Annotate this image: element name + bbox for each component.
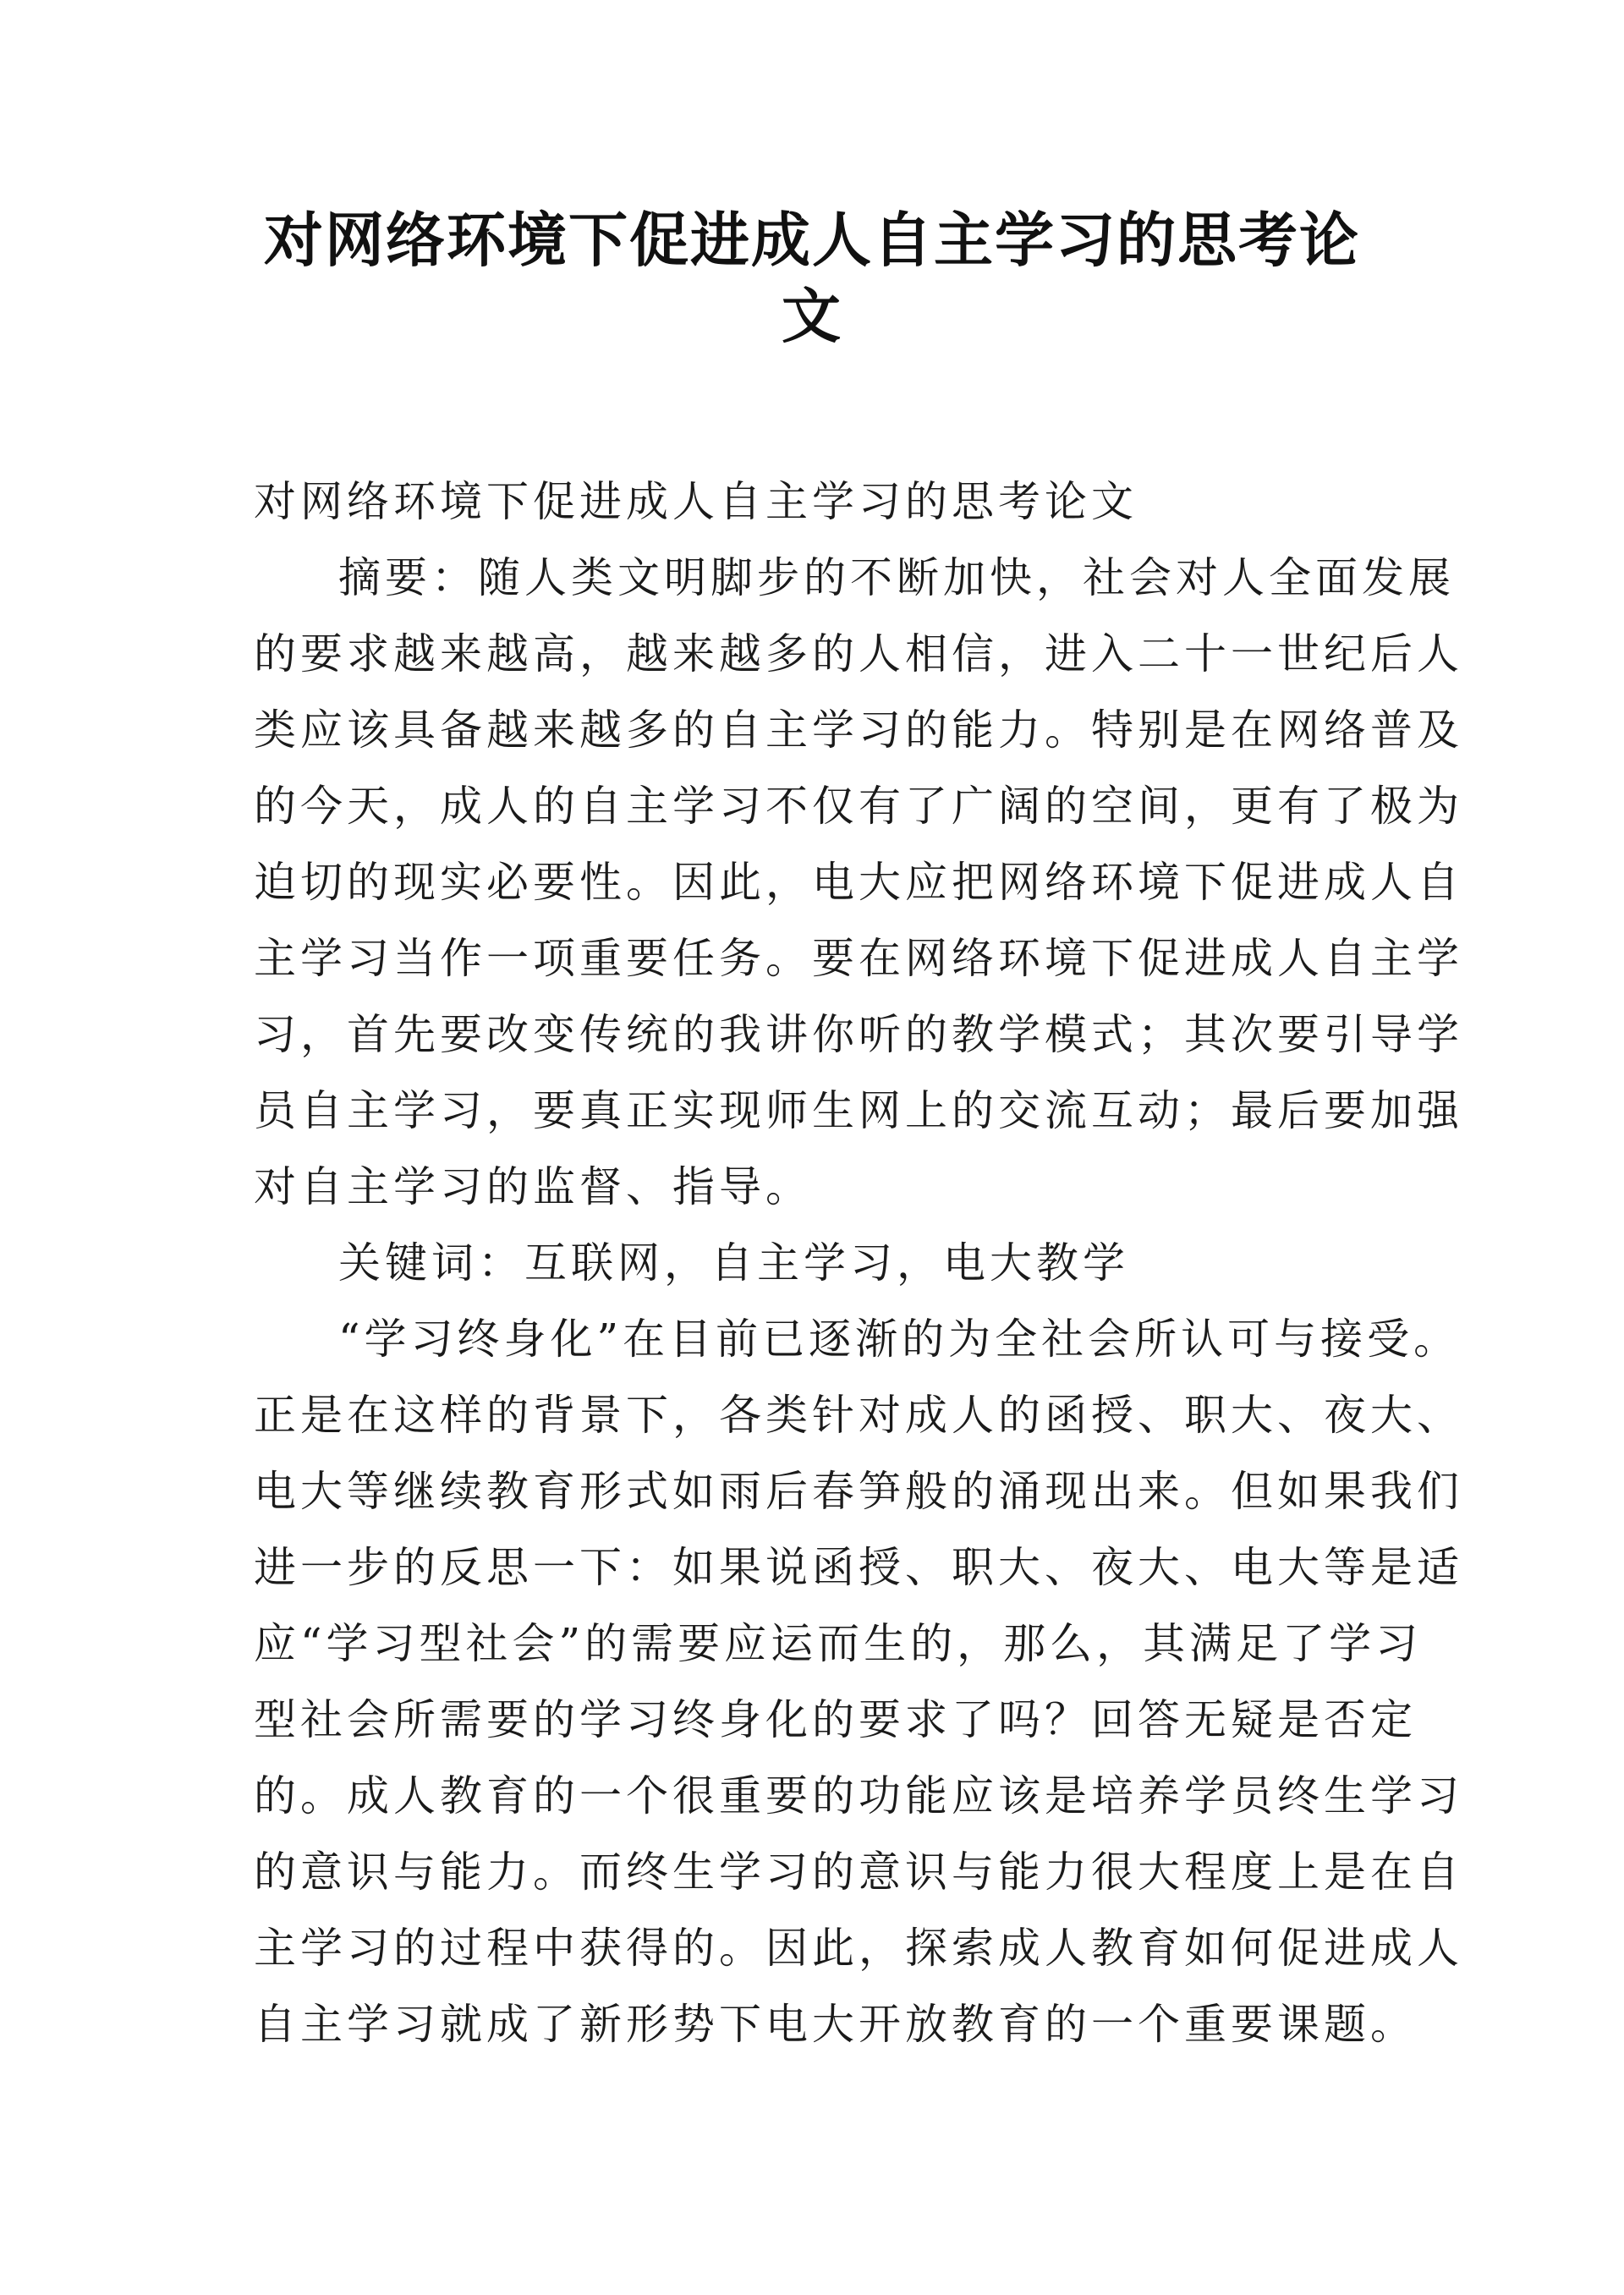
body-line: 正是在这样的背景下，各类针对成人的函授、职大、夜大、	[254, 1391, 1463, 1440]
body-line: “学习终身化”在目前已逐渐的为全社会所认可与接受。	[338, 1315, 1461, 1364]
body-line: 员自主学习，要真正实现师生网上的交流互动；最后要加强	[254, 1086, 1463, 1135]
body-line: 的意识与能力。而终生学习的意识与能力很大程度上是在自	[254, 1848, 1463, 1897]
body-line: 对网络环境下促进成人自主学习的思考论文	[254, 477, 1138, 526]
title-line-2: 文	[782, 282, 842, 351]
body-line: 进一步的反思一下：如果说函授、职大、夜大、电大等是适	[254, 1543, 1463, 1592]
body-line: 主学习当作一项重要任务。要在网络环境下促进成人自主学	[254, 934, 1463, 983]
body-line: 迫切的现实必要性。因此，电大应把网络环境下促进成人自	[254, 858, 1463, 907]
body-line: 关键词：互联网，自主学习，电大教学	[338, 1238, 1129, 1288]
body-line: 对自主学习的监督、指导。	[254, 1162, 812, 1211]
body-line: 电大等继续教育形式如雨后春笋般的涌现出来。但如果我们	[254, 1467, 1463, 1516]
body-line: 类应该具备越来越多的自主学习的能力。特别是在网络普及	[254, 706, 1463, 755]
document-title	[254, 195, 1370, 351]
body-line: 的要求越来越高，越来越多的人相信，进入二十一世纪后人	[254, 629, 1463, 678]
body-line: 习，首先要改变传统的我讲你听的教学模式；其次要引导学	[254, 1010, 1463, 1059]
body-line: 自主学习就成了新形势下电大开放教育的一个重要课题。	[254, 2000, 1417, 2049]
body-line: 摘要：随人类文明脚步的不断加快，社会对人全面发展	[338, 553, 1455, 602]
document-body	[254, 464, 1463, 2062]
body-line: 的。成人教育的一个很重要的功能应该是培养学员终生学习	[254, 1771, 1463, 1820]
body-line: 应“学习型社会”的需要应运而生的，那么，其满足了学习	[254, 1619, 1423, 1668]
body-line: 型社会所需要的学习终身化的要求了吗？回答无疑是否定	[254, 1695, 1417, 1744]
body-line: 主学习的过程中获得的。因此，探索成人教育如何促进成人	[254, 1924, 1463, 1973]
body-line: 的今天，成人的自主学习不仅有了广阔的空间，更有了极为	[254, 782, 1463, 831]
title-line-1: 对网络环境下促进成人自主学习的思考论	[264, 206, 1360, 275]
